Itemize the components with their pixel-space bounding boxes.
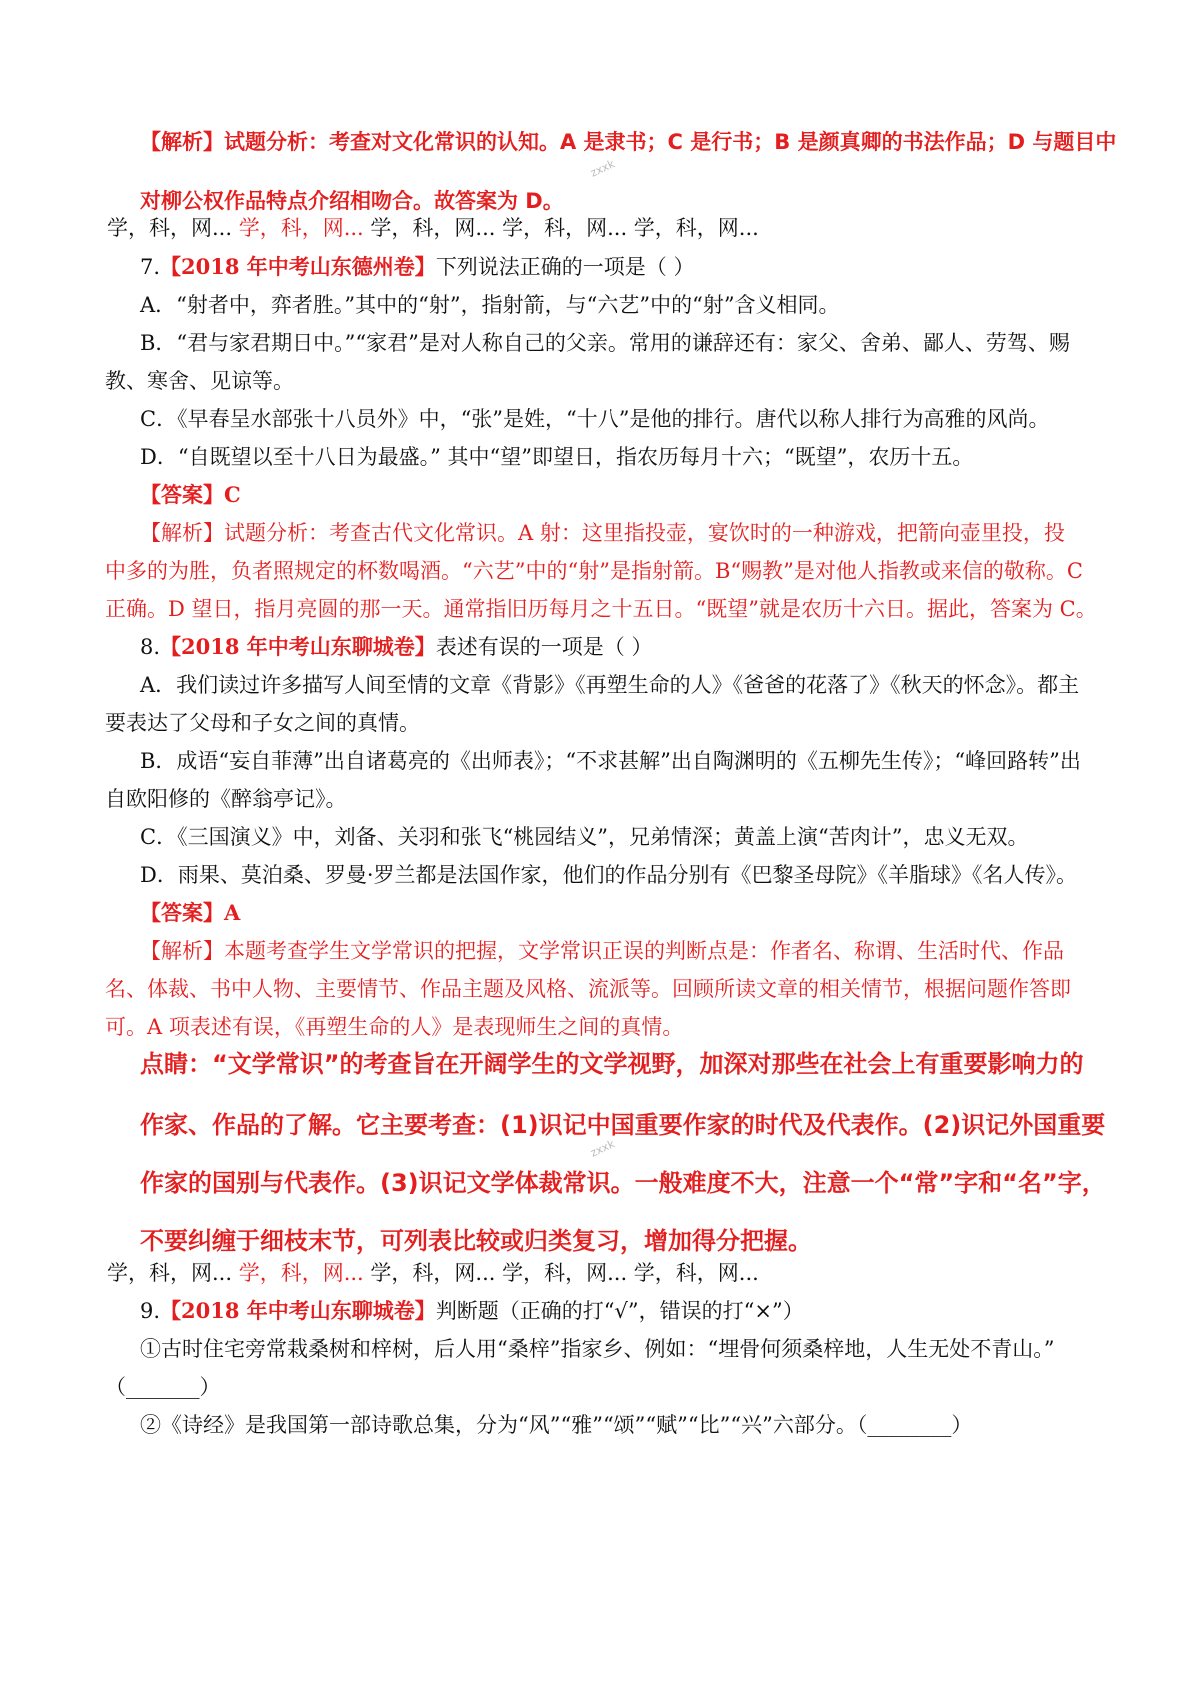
q9-item-2: ②《诗经》是我国第一部诗歌总集，分为“风”“雅”“颂”“赋”“比”“兴”六部分。（________）: [140, 1413, 973, 1437]
q7-stem: 下列说法正确的一项是（ ）: [435, 255, 695, 279]
q8-option-a-line-1: A．我们读过许多描写人间至情的文章《背影》《再塑生命的人》《爸爸的花落了》《秋天的怀念》。都主: [140, 673, 1080, 697]
q7-option-b-line-2: 教、寒舍、见谅等。: [105, 369, 294, 393]
watermark-seg-3: 学，科，网... 学，科，网... 学，科，网...: [370, 216, 759, 240]
q8-tip-line-1: 点睛：“文学常识”的考查旨在开阔学生的文学视野，加深对那些在社会上有重要影响力的: [140, 1050, 1084, 1078]
q8-tip-line-2: 作家、作品的了解。它主要考查：(1)识记中国重要作家的时代及代表作。(2)识记外国重要: [140, 1111, 1106, 1139]
watermark-2-seg-3: 学，科，网... 学，科，网... 学，科，网...: [370, 1261, 759, 1285]
q8-number: 8.: [140, 635, 161, 659]
q9-item-1-blank: （_______）: [105, 1375, 221, 1399]
q8-answer: 【答案】A: [140, 900, 241, 925]
q8-option-b-line-2: 自欧阳修的《醉翁亭记》。: [105, 787, 347, 811]
q9-stem: 判断题（正确的打“√”，错误的打“×”）: [435, 1299, 804, 1323]
q8-tip-line-4: 不要纠缠于细枝末节，可列表比较或归类复习，增加得分把握。: [140, 1227, 812, 1255]
q8-option-b-line-1: B．成语“妄自菲薄”出自诸葛亮的《出师表》；“不求甚解”出自陶渊明的《五柳先生传》；“峰回路转”出: [140, 749, 1081, 773]
watermark-2-seg-1: 学，科，网...: [107, 1261, 239, 1285]
q8-stem: 表述有误的一项是（ ）: [435, 635, 653, 659]
q7-analysis-line-2: 中多的为胜，负者照规定的杯数喝酒。“六艺”中的“射”是指射箭。B“赐教”是对他人指教或来信的敬称。C: [105, 559, 1083, 583]
q8-source: 【2018 年中考山东聊城卷】: [160, 634, 436, 659]
q8-analysis-line-3: 可。A 项表述有误，《再塑生命的人》是表现师生之间的真情。: [105, 1015, 684, 1039]
watermark-2-seg-2: 学，科，网...: [238, 1261, 371, 1285]
top-analysis-line-2: 对柳公权作品特点介绍相吻合。故答案为 D。: [140, 189, 564, 213]
q7-answer: 【答案】C: [140, 482, 241, 507]
q9-source: 【2018 年中考山东聊城卷】: [160, 1298, 436, 1323]
q8-option-c: C．《三国演义》中，刘备、关羽和张飞“桃园结义”，兄弟情深；黄盖上演“苦肉计”，忠义无双。: [140, 825, 1029, 849]
top-analysis-line-1: 【解析】试题分析：考查对文化常识的认知。A 是隶书；C 是行书；B 是颜真卿的书法作品；D 与题目中: [140, 130, 1117, 154]
q9-header: [140, 1296, 804, 1326]
watermark-stamp-2: zxxk: [588, 1137, 617, 1160]
q8-header: [140, 632, 653, 662]
q7-header: [140, 252, 695, 282]
q8-analysis-line-2: 名、体裁、书中人物、主要情节、作品主题及风格、流派等。回顾所读文章的相关情节，根据问题作答即: [105, 977, 1071, 1001]
watermark-line: [107, 213, 759, 243]
watermark-line-2: [107, 1258, 759, 1288]
q9-number: 9.: [140, 1299, 161, 1323]
q7-analysis-line-1: 【解析】试题分析：考查古代文化常识。A 射：这里指投壶，宴饮时的一种游戏，把箭向壶里投，投: [140, 521, 1065, 545]
watermark-seg-1: 学，科，网...: [107, 216, 239, 240]
q8-option-d: D．雨果、莫泊桑、罗曼·罗兰都是法国作家，他们的作品分别有《巴黎圣母院》《羊脂球》《名人传》。: [140, 863, 1078, 887]
q8-tip-line-3: 作家的国别与代表作。(3)识记文学体裁常识。一般难度不大，注意一个“常”字和“名”字，: [140, 1169, 1106, 1197]
q8-option-a-line-2: 要表达了父母和子女之间的真情。: [105, 711, 420, 735]
q7-number: 7.: [140, 255, 161, 279]
q7-analysis-line-3: 正确。D 望日，指月亮圆的那一天。通常指旧历每月之十五日。“既望”就是农历十六日。据此，答案为 C。: [105, 597, 1097, 621]
q7-option-b-line-1: B．“君与家君期日中。”“家君”是对人称自己的父亲。常用的谦辞还有：家父、舍弟、鄙人、劳驾、赐: [140, 331, 1070, 355]
watermark-stamp: zxxk: [588, 157, 617, 180]
q8-analysis-line-1: 【解析】本题考查学生文学常识的把握，文学常识正误的判断点是：作者名、称谓、生活时代、作品: [140, 939, 1064, 963]
q9-item-1-line-1: ①古时住宅旁常栽桑树和梓树，后人用“桑梓”指家乡、例如：“埋骨何须桑梓地，人生无处不青山。”: [140, 1337, 1055, 1361]
q7-source: 【2018 年中考山东德州卷】: [160, 254, 436, 279]
q7-option-c: C．《早春呈水部张十八员外》中，“张”是姓，“十八”是他的排行。唐代以称人排行为高雅的风尚。: [140, 407, 1050, 431]
watermark-seg-2: 学，科，网...: [238, 216, 371, 240]
q7-option-d: D．“自既望以至十八日为最盛。” 其中“望”即望日，指农历每月十六；“既望”，农历十五。: [140, 445, 974, 469]
q7-option-a: A．“射者中，弈者胜。”其中的“射”，指射箭，与“六艺”中的“射”含义相同。: [140, 293, 840, 317]
